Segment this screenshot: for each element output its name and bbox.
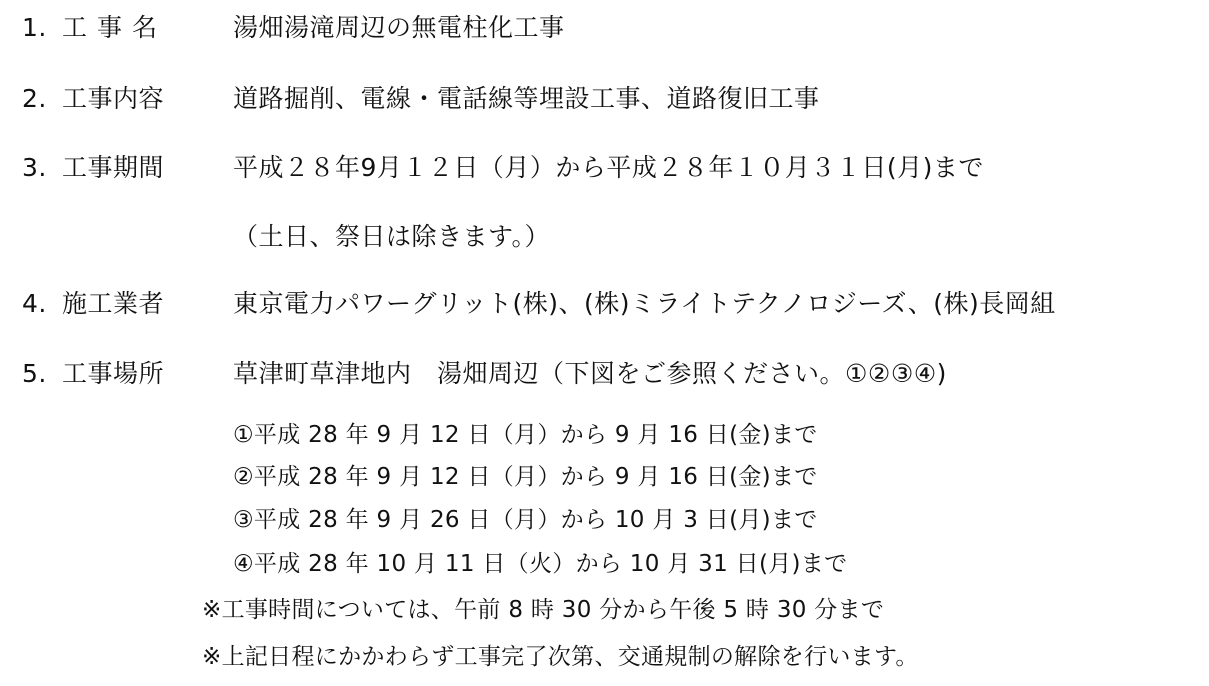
item-number: 2. xyxy=(22,84,47,113)
item-value: 東京電力パワーグリット(株)、(株)ミライトテクノロジーズ、(株)長岡組 xyxy=(233,289,1056,318)
note-work-hours: ※工事時間については、午前 8 時 30 分から午後 5 時 30 分まで xyxy=(202,597,885,623)
period-note: （土日、祭日は除きます。） xyxy=(233,222,551,251)
item-label: 工事場所 xyxy=(62,359,165,388)
schedule-item: ④平成 28 年 10 月 11 日（火）から 10 月 31 日(月)まで xyxy=(233,551,848,577)
item-value: 平成２８年9月１２日（月）から平成２８年１０月３１日(月)まで xyxy=(233,153,984,182)
item-label: 施工業者 xyxy=(62,289,165,318)
item-label: 工事名 xyxy=(62,13,168,42)
item-label: 工事期間 xyxy=(62,153,165,182)
schedule-item: ①平成 28 年 9 月 12 日（月）から 9 月 16 日(金)まで xyxy=(233,422,818,448)
item-number: 5. xyxy=(22,359,47,388)
item-label: 工事内容 xyxy=(62,84,165,113)
note-traffic-release: ※上記日程にかかわらず工事完了次第、交通規制の解除を行います。 xyxy=(202,644,919,670)
item-number: 3. xyxy=(22,153,47,182)
item-number: 4. xyxy=(22,289,47,318)
item-value: 湯畑湯滝周辺の無電柱化工事 xyxy=(233,13,565,42)
schedule-item: ②平成 28 年 9 月 12 日（月）から 9 月 16 日(金)まで xyxy=(233,464,818,490)
item-value: 道路掘削、電線・電話線等埋設工事、道路復旧工事 xyxy=(233,84,820,113)
schedule-item: ③平成 28 年 9 月 26 日（月）から 10 月 3 日(月)まで xyxy=(233,507,818,533)
item-number: 1. xyxy=(22,13,47,42)
item-value: 草津町草津地内 湯畑周辺（下図をご参照ください。①②③④) xyxy=(233,359,947,388)
